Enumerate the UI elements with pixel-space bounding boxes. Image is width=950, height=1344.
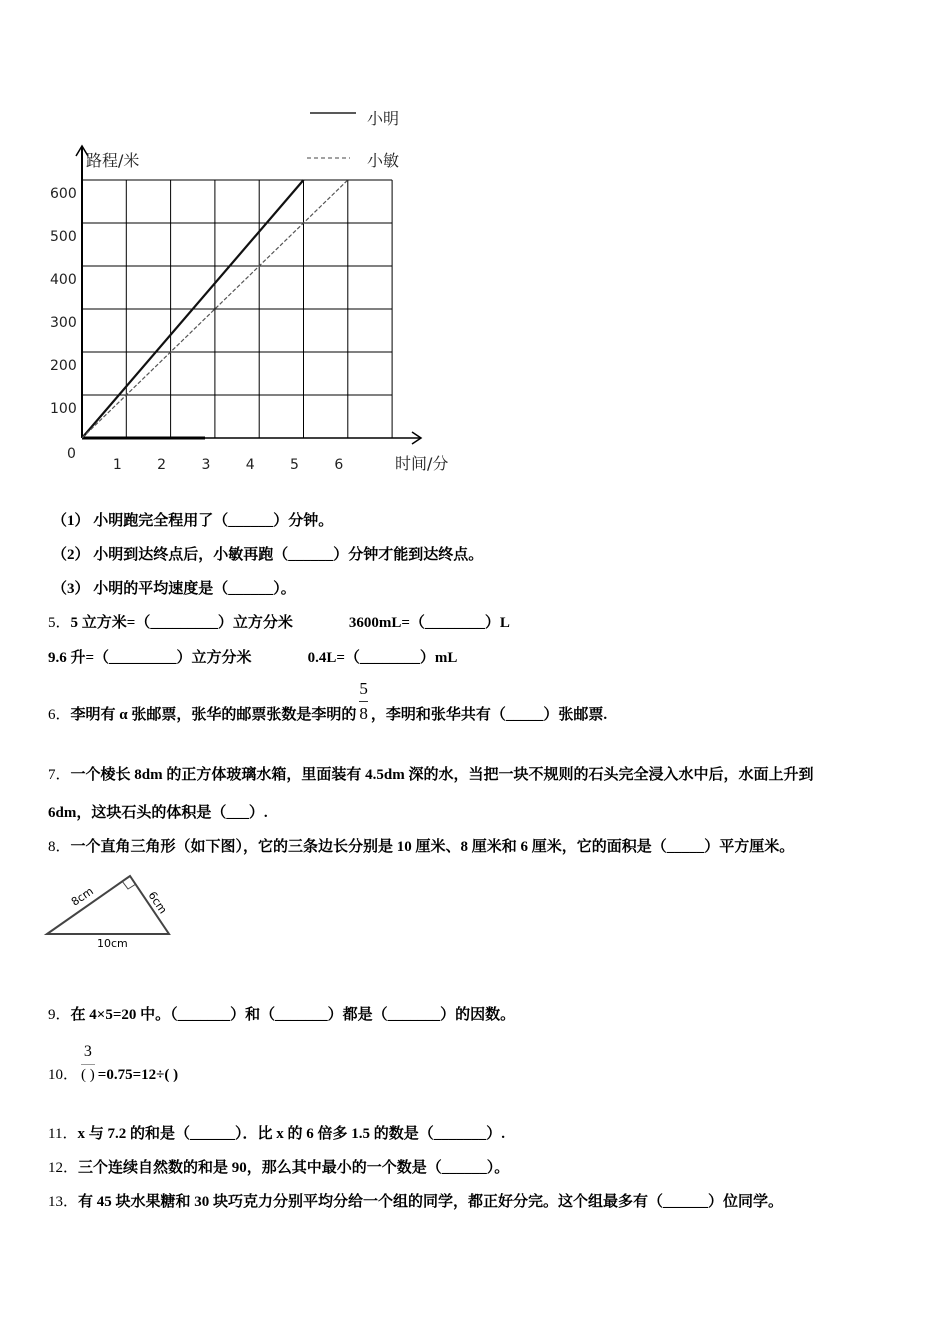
question-number: 9．	[48, 1007, 71, 1023]
question-11	[48, 1122, 505, 1143]
y-tick-label: 300	[50, 315, 77, 331]
origin-label: 0	[67, 446, 76, 462]
question-4-2: （2） 小明到达终点后，小敏再跑（______）分钟才能到达终点。	[52, 547, 484, 563]
question-5-line1	[48, 611, 510, 632]
y-tick-label: 200	[50, 358, 77, 374]
distance-time-chart	[0, 0, 950, 490]
question-number: 7．	[48, 767, 71, 783]
question-number: 5．	[48, 615, 71, 631]
question-13	[48, 1190, 783, 1211]
question-10	[48, 1043, 179, 1084]
question-number: 12．	[48, 1160, 79, 1176]
question-7-line2: 6dm，这块石头的体积是（___）.	[48, 805, 268, 821]
q5-part-a: 5 立方米=（_________）立方分米	[70, 615, 293, 631]
question-7-line1	[48, 763, 813, 784]
q6-text-a: 李明有 α 张邮票，张华的邮票张数是李明的	[70, 707, 357, 723]
x-tick-label: 5	[290, 457, 299, 473]
q6-text-b: ，李明和张华共有（_____）张邮票.	[370, 707, 608, 723]
question-number: 11．	[48, 1126, 78, 1142]
x-tick-label: 3	[201, 457, 211, 473]
question-12	[48, 1156, 509, 1177]
y-tick-label: 100	[50, 401, 77, 417]
question-number: 13．	[48, 1194, 79, 1210]
q12-text: 三个连续自然数的和是 90，那么其中最小的一个数是（______）。	[78, 1160, 510, 1176]
q11-text: x 与 7.2 的和是（______）．比 x 的 6 倍多 1.5 的数是（_______）.	[77, 1126, 505, 1142]
question-8	[48, 835, 794, 856]
q10-text: =0.75=12÷( )	[97, 1067, 179, 1083]
fraction-3-blank	[81, 1043, 95, 1084]
q9-text: 在 4×5=20 中。（_______）和（_______）都是（_______）的因数。	[70, 1007, 516, 1023]
q5-part-b: 3600mL=（________）L	[348, 615, 510, 631]
question-number: 10．	[48, 1067, 79, 1083]
label-10cm: 10cm	[97, 937, 128, 950]
numerator: 3	[81, 1043, 95, 1065]
fraction-5-8	[359, 679, 368, 724]
label-8cm: 8cm	[68, 884, 96, 909]
q8-text: 一个直角三角形（如下图），它的三条边长分别是 10 厘米、8 厘米和 6 厘米，它的面积是（_____）平方厘米。	[70, 839, 795, 855]
x-axis-label: 时间/分	[395, 454, 449, 473]
question-6	[48, 679, 608, 724]
question-number: 8．	[48, 839, 71, 855]
q7-text-a: 一个棱长 8dm 的正方体玻璃水箱，里面装有 4.5dm 深的水，当把一块不规则的石头完全浸入水中后，水面上升到	[70, 767, 814, 783]
question-5-line2	[48, 646, 457, 667]
x-tick-label: 2	[157, 457, 167, 473]
x-tick-label: 1	[112, 457, 122, 473]
y-axis-label: 路程/米	[86, 151, 140, 170]
question-9	[48, 1003, 515, 1024]
right-triangle-figure	[42, 872, 182, 952]
legend-label-1: 小明	[367, 109, 400, 128]
q5-part-d: 0.4L=（________）mL	[307, 650, 458, 666]
question-number: 6．	[48, 707, 71, 723]
y-tick-label: 600	[50, 186, 77, 202]
x-tick-label: 4	[245, 457, 255, 473]
denominator: 8	[359, 704, 368, 723]
y-tick-label: 400	[50, 272, 77, 288]
question-4-3: （3） 小明的平均速度是（______）。	[52, 581, 296, 597]
q5-part-c: 9.6 升=（_________）立方分米	[48, 650, 252, 666]
label-6cm: 6cm	[145, 889, 170, 917]
x-tick-label: 6	[334, 457, 344, 473]
numerator: 5	[359, 680, 368, 702]
y-tick-label: 500	[50, 229, 77, 245]
q13-text: 有 45 块水果糖和 30 块巧克力分别平均分给一个组的同学，都正好分完。这个组最多有（______）位同学。	[78, 1194, 784, 1210]
question-4-1: （1） 小明跑完全程用了（______）分钟。	[52, 513, 334, 529]
denominator: ( )	[81, 1067, 95, 1083]
legend-label-2: 小敏	[367, 151, 400, 170]
